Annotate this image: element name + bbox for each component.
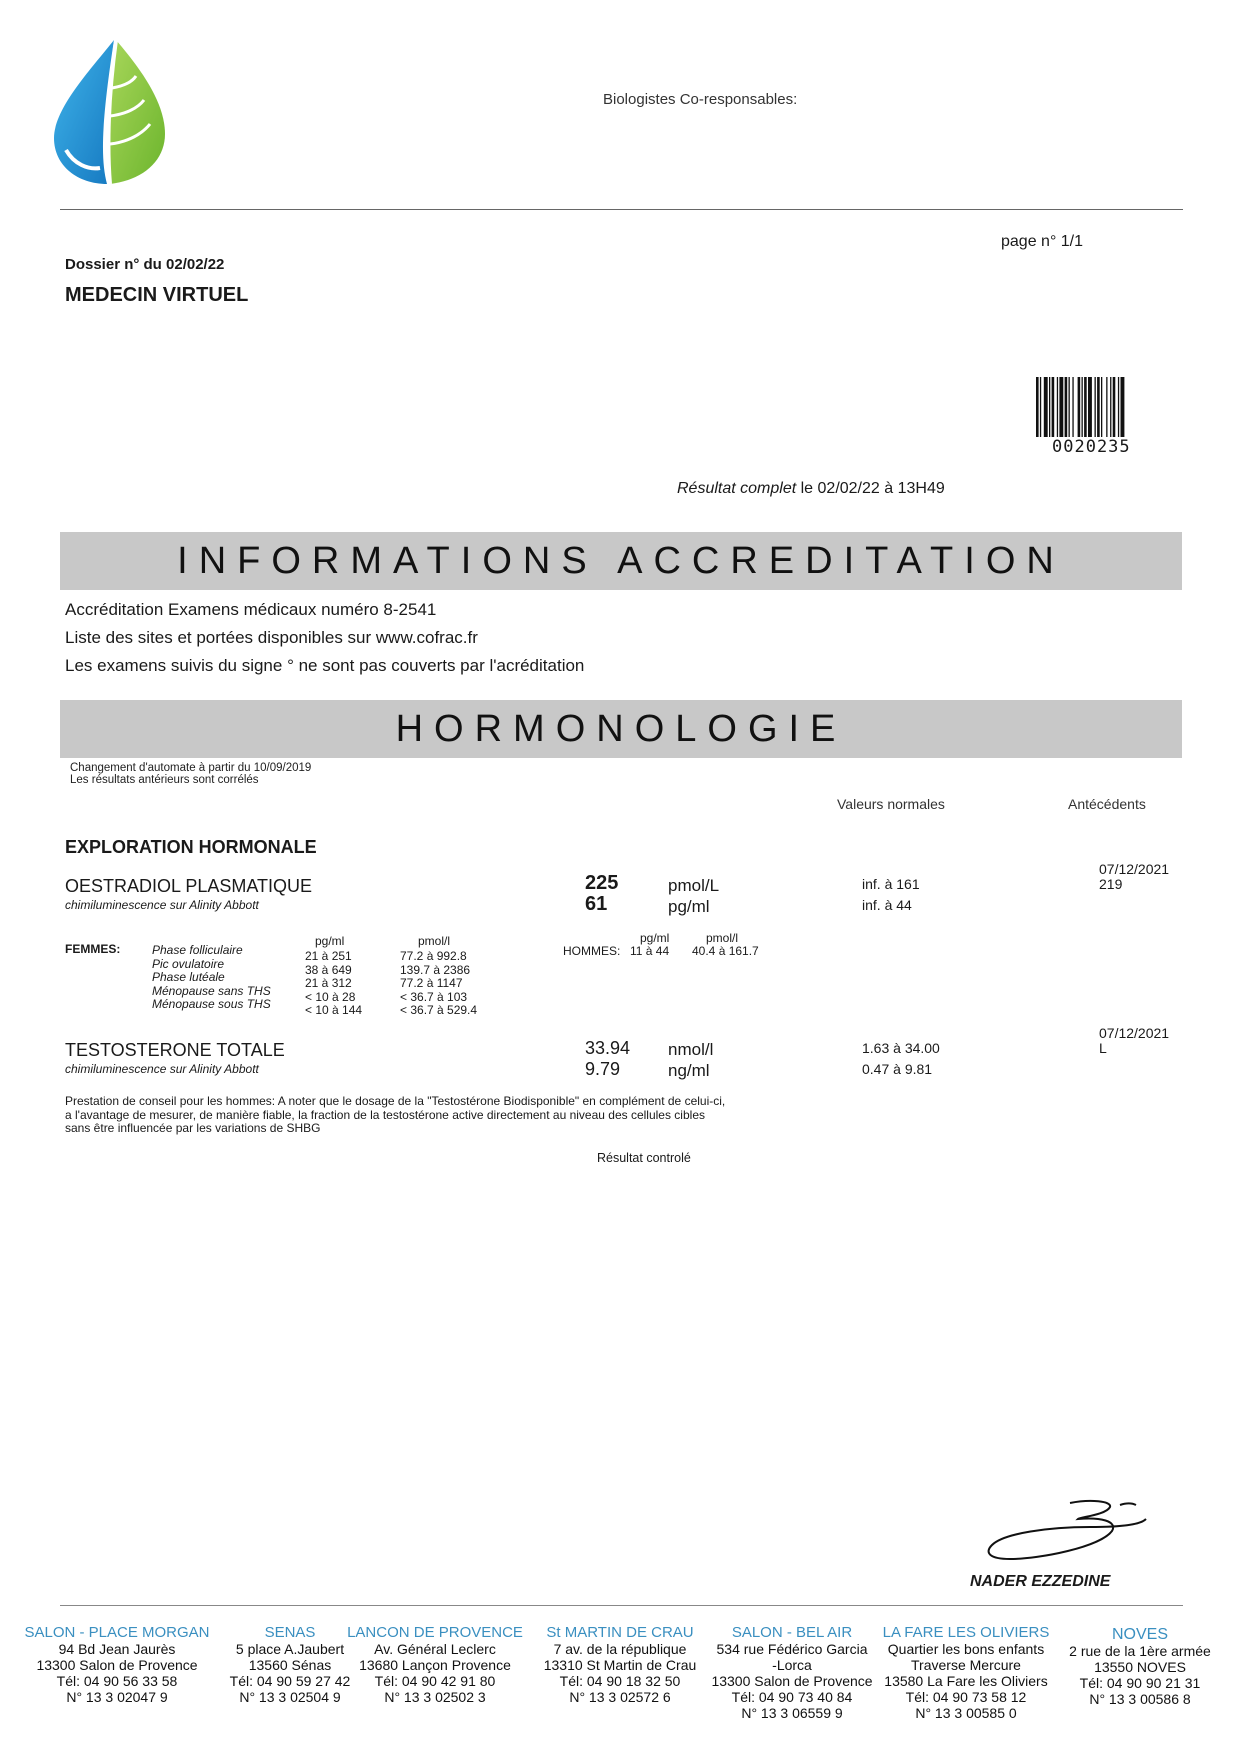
site-name: LA FARE LES OLIVIERS	[882, 1624, 1050, 1641]
biologists-label: Biologistes Co-responsables:	[603, 91, 798, 108]
previous-results-header: Antécédents	[1068, 796, 1146, 812]
site-address: Av. Général Leclerc	[374, 1641, 496, 1657]
testosterone-previous-date: 07/12/2021	[1099, 1025, 1170, 1041]
exploration-title: EXPLORATION HORMONALE	[65, 837, 317, 857]
result-controlled: Résultat controlé	[597, 1151, 691, 1165]
oestradiol-unit-pg: pg/ml	[668, 897, 710, 916]
accreditation-number: Accréditation Examens médicaux numéro 8-2541	[65, 600, 437, 619]
hommes-label: HOMMES:	[563, 944, 621, 958]
oestradiol-value-pg: 61	[585, 893, 608, 915]
site-city: 13560 Sénas	[248, 1657, 332, 1673]
testosterone-method: chimiluminescence sur Alinity Abbott	[65, 1062, 259, 1076]
oestradiol-previous-date: 07/12/2021	[1099, 861, 1170, 877]
oestradiol-previous-value: 219	[1099, 876, 1123, 892]
accreditation-sites: Liste des sites et portées disponibles sur www.cofrac.fr	[65, 628, 478, 647]
site-city: 13310 St Martin de Crau	[543, 1657, 697, 1673]
site-finess: N° 13 3 02572 6	[569, 1689, 671, 1705]
site-address: 534 rue Fédérico Garcia	[716, 1641, 868, 1657]
testosterone-name: TESTOSTERONE TOTALE	[65, 1040, 285, 1060]
ref-pg-value: 21 à 251	[305, 949, 352, 963]
accreditation-title: INFORMATIONS ACCREDITATION	[60, 532, 1182, 590]
site-senas	[220, 1625, 360, 1705]
site-st-martin	[535, 1625, 705, 1705]
barcode-icon	[1036, 377, 1152, 437]
hormonologie-title: HORMONOLOGIE	[60, 700, 1182, 758]
site-address: Quartier les bons enfants	[887, 1641, 1045, 1657]
site-phone: Tél: 04 90 42 91 80	[374, 1673, 496, 1689]
barcode-number: 0020235	[1052, 437, 1131, 457]
ref-phase: Pic ovulatoire	[152, 956, 225, 971]
site-name: SALON - BEL AIR	[731, 1624, 853, 1641]
ref-phase: Phase folliculaire	[152, 943, 243, 957]
site-city: 13300 Salon de Provence	[36, 1657, 198, 1673]
ref-phase: Phase lutéale	[152, 970, 225, 984]
lab-logo	[52, 38, 167, 186]
testosterone-value-ng: 9.79	[585, 1059, 621, 1079]
biologist-name: NADER EZZEDINE	[970, 1573, 1111, 1590]
site-finess: N° 13 3 00585 0	[915, 1705, 1017, 1721]
site-phone: Tél: 04 90 73 40 84	[731, 1689, 853, 1705]
site-phone: Tél: 04 90 59 27 42	[229, 1673, 351, 1689]
result-date: le 02/02/22 à 13H49	[796, 480, 945, 497]
site-name: SENAS	[264, 1624, 316, 1641]
ref-pmol-value: 77.2 à 1147	[400, 976, 463, 990]
normal-values-header: Valeurs normales	[837, 796, 945, 812]
testosterone-value-nmol: 33.94	[585, 1038, 631, 1058]
ref-pmol-list	[400, 950, 477, 1018]
site-name: NOVES	[1111, 1626, 1168, 1643]
ref-pmol-value: < 36.7 à 529.4	[400, 1003, 478, 1017]
doctor-name: MEDECIN VIRTUEL	[65, 284, 249, 306]
ref-pg-value: < 10 à 28	[305, 989, 356, 1004]
site-noves	[1055, 1627, 1225, 1707]
site-phone: Tél: 04 90 90 21 31	[1079, 1675, 1201, 1691]
site-phone: Tél: 04 90 56 33 58	[56, 1673, 178, 1689]
site-address: 5 place A.Jaubert	[235, 1641, 345, 1657]
site-city: 13550 NOVES	[1094, 1659, 1186, 1675]
comment-line: sans être influencée par les variations de SHBG	[65, 1121, 321, 1135]
site-la-fare	[878, 1625, 1054, 1721]
correlation-note: Les résultats antérieurs sont corrélés	[70, 774, 259, 786]
site-city: 13300 Salon de Provence	[711, 1673, 873, 1689]
ref-pmol-value: 139.7 à 2386	[400, 962, 471, 977]
site-address: 94 Bd Jean Jaurès	[58, 1641, 176, 1657]
ref-pg-value: 38 à 649	[305, 962, 352, 977]
footer-divider	[60, 1605, 1183, 1606]
site-salon-bel-air	[706, 1625, 878, 1721]
site-finess: N° 13 3 06559 9	[741, 1705, 843, 1721]
ref-phase: Ménopause sous THS	[152, 997, 271, 1011]
site-address: 2 rue de la 1ère armée	[1069, 1643, 1211, 1659]
oestradiol-unit-pmol: pmol/L	[668, 876, 720, 895]
ref-col-pmoll: pmol/l	[418, 934, 451, 948]
site-finess: N° 13 3 00586 8	[1089, 1691, 1191, 1707]
ref-phase: Ménopause sans THS	[152, 983, 271, 998]
oestradiol-name: OESTRADIOL PLASMATIQUE	[65, 876, 313, 896]
hommes-pmol-header: pmol/l	[706, 931, 739, 945]
page-number: page n° 1/1	[1001, 233, 1084, 250]
testosterone-unit-nmol: nmol/l	[668, 1040, 714, 1059]
testosterone-normal-nmol: 1.63 à 34.00	[862, 1040, 940, 1056]
site-salon-morgan	[22, 1625, 212, 1705]
ref-phase-list	[152, 944, 271, 1012]
header-divider	[60, 209, 1183, 210]
oestradiol-normal-pmol: inf. à 161	[862, 876, 920, 892]
ref-pg-value: < 10 à 144	[305, 1003, 363, 1017]
testosterone-comment	[65, 1095, 725, 1136]
site-name: LANCON DE PROVENCE	[347, 1624, 523, 1641]
site-phone: Tél: 04 90 18 32 50	[559, 1673, 681, 1689]
site-finess: N° 13 3 02504 9	[239, 1689, 341, 1705]
ref-pg-list	[305, 950, 362, 1018]
oestradiol-method: chimiluminescence sur Alinity Abbott	[65, 898, 259, 912]
automate-note: Changement d'automate à partir du 10/09/2019	[70, 762, 312, 774]
ref-pmol-value: 77.2 à 992.8	[400, 949, 467, 963]
site-city: 13580 La Fare les Oliviers	[884, 1673, 1048, 1689]
site-lancon	[347, 1625, 523, 1705]
site-phone: Tél: 04 90 73 58 12	[905, 1689, 1027, 1705]
hommes-pg-header: pg/ml	[640, 931, 670, 945]
testosterone-previous-value: L	[1099, 1040, 1107, 1056]
site-address-cont: -Lorca	[772, 1657, 812, 1673]
testosterone-unit-ng: ng/ml	[668, 1061, 710, 1080]
site-address-cont: Traverse Mercure	[911, 1657, 1021, 1673]
result-status	[677, 480, 945, 498]
site-finess: N° 13 3 02502 3	[384, 1689, 486, 1705]
site-name: St MARTIN DE CRAU	[546, 1624, 694, 1641]
accreditation-notice: Les examens suivis du signe ° ne sont pas couverts par l'acréditation	[65, 656, 585, 675]
oestradiol-value-pmol: 225	[585, 872, 619, 894]
oestradiol-normal-pg: inf. à 44	[862, 897, 912, 913]
site-finess: N° 13 3 02047 9	[66, 1689, 168, 1705]
site-address: 7 av. de la république	[553, 1641, 687, 1657]
ref-pmol-value: < 36.7 à 103	[400, 989, 468, 1004]
site-name: SALON - PLACE MORGAN	[24, 1624, 210, 1641]
comment-line: a l'avantage de mesurer, de manière fiable, la fraction de la testostérone active directement au niveau des cellules cibles	[65, 1107, 705, 1122]
comment-line: Prestation de conseil pour les hommes: A noter que le dosage de la "Testostérone Biodisponible" en complément de celui-ci,	[65, 1094, 726, 1108]
ref-col-pgml: pg/ml	[315, 934, 345, 948]
site-city: 13680 Lançon Provence	[359, 1657, 511, 1673]
ref-pg-value: 21 à 312	[305, 976, 352, 990]
testosterone-normal-ng: 0.47 à 9.81	[862, 1061, 933, 1077]
femmes-label: FEMMES:	[65, 942, 121, 956]
signature-image	[980, 1497, 1150, 1565]
hommes-pmol-value: 40.4 à 161.7	[692, 944, 759, 958]
result-prefix: Résultat complet	[677, 480, 797, 497]
dossier-number: Dossier n° du 02/02/22	[65, 256, 225, 273]
hommes-pg-value: 11 à 44	[630, 944, 670, 958]
